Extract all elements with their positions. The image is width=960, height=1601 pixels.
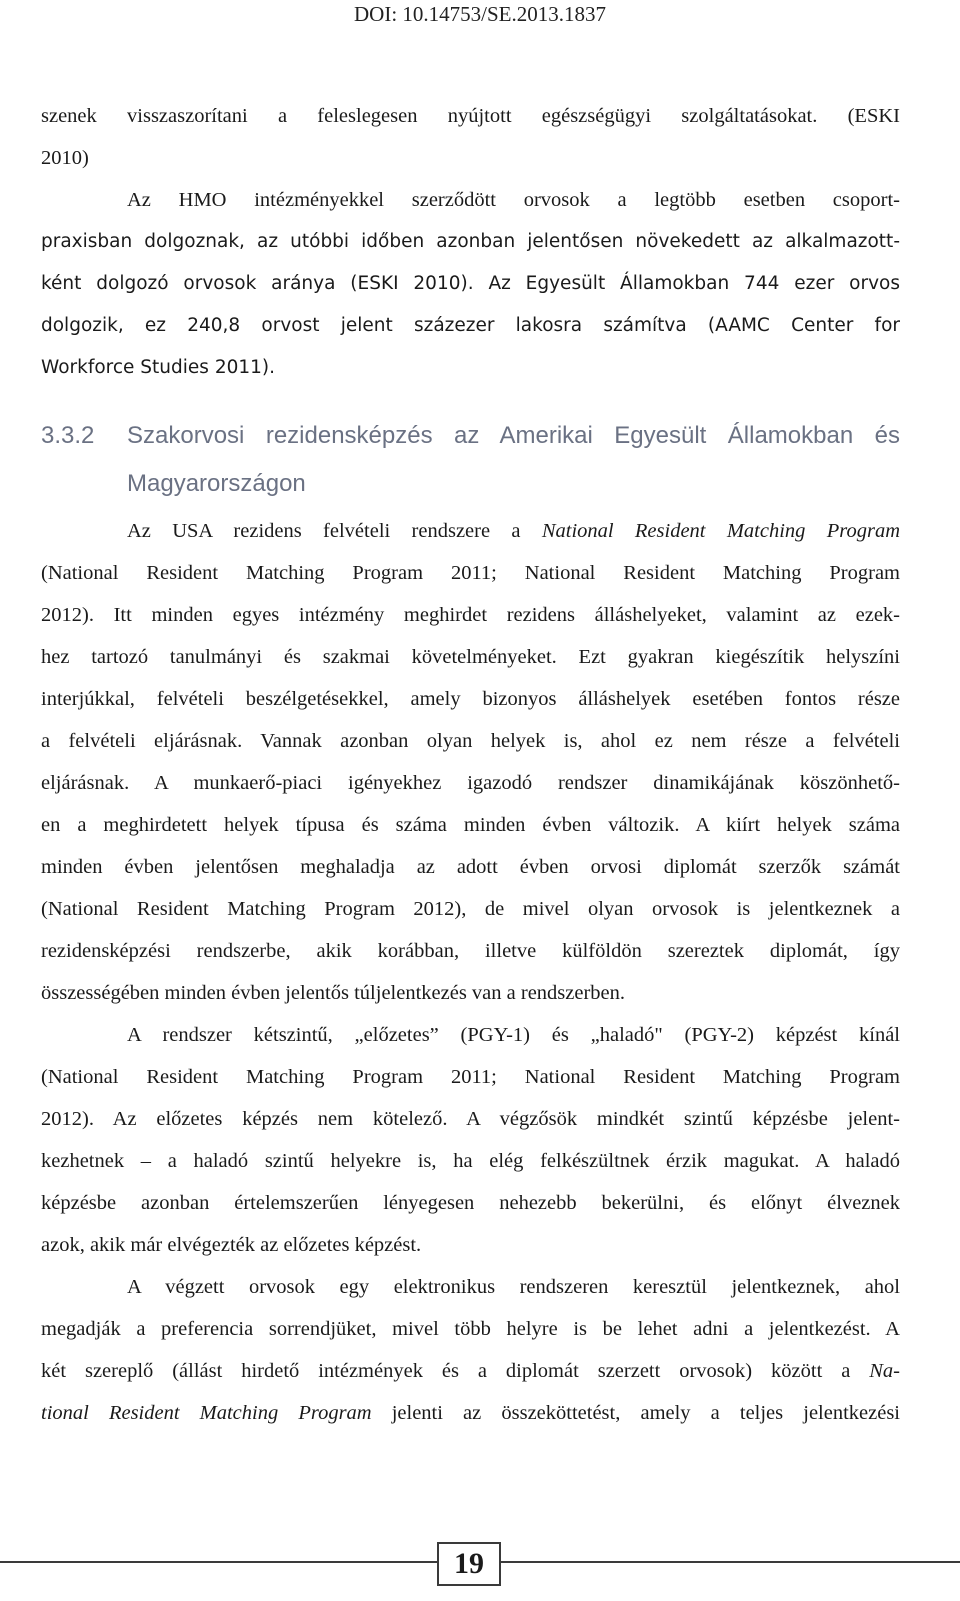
body-line: (National Resident Matching Program 2011; National Resident Matching Program xyxy=(41,1066,900,1088)
body-line: a felvételi eljárásnak. Vannak azonban olyan helyek is, ahol ez nem része a felvételi xyxy=(41,730,900,752)
text-run: két szereplő (állást hirdető intézmények és a diplomát szerzett orvosok) között a xyxy=(41,1360,870,1382)
body-line: összességében minden évben jelentős túljelentkezés van a rendszerben. xyxy=(41,982,626,1004)
doi-header: DOI: 10.14753/SE.2013.1837 xyxy=(354,2,606,26)
body-line: ként dolgozó orvosok aránya (ESKI 2010). Az Egyesült Államokban 744 ezer orvos xyxy=(41,273,900,294)
section-title-line2: Magyarországon xyxy=(127,470,306,497)
body-line xyxy=(41,1400,900,1426)
body-line xyxy=(41,1358,900,1384)
section-number: 3.3.2 xyxy=(41,422,95,449)
body-line: kezhetnek – a haladó szintű helyekre is, ha elég felkészültnek érzik magukat. A haladó xyxy=(41,1150,900,1172)
body-line: eljárásnak. A munkaerő-piaci igényekhez igazodó rendszer dinamikájának köszönhető- xyxy=(41,772,900,794)
body-line: rezidensképzési rendszerbe, akik korábban, illetve külföldön szereztek diplomát, így xyxy=(41,940,900,962)
body-line: 2010) xyxy=(41,147,89,169)
body-line: azok, akik már elvégezték az előzetes képzést. xyxy=(41,1234,422,1256)
body-line: hez tartozó tanulmányi és szakmai követelményeket. Ezt gyakran kiegészítik helyszíni xyxy=(41,646,900,668)
text-run: jelenti az összeköttetést, amely a teljes jelentkezési xyxy=(371,1402,901,1424)
body-line: Az HMO intézményekkel szerződött orvosok a legtöbb esetben csoport- xyxy=(127,189,900,211)
body-line: megadják a preferencia sorrendjüket, mivel több helyre is be lehet adni a jelentkezést. A xyxy=(41,1318,900,1340)
body-line: dolgozik, ez 240,8 orvost jelent százezer lakosra számítva (AAMC Center for xyxy=(41,315,900,336)
body-line: en a meghirdetett helyek típusa és száma minden évben változik. A kiírt helyek száma xyxy=(41,814,900,836)
section-title-line1: Szakorvosi rezidensképzés az Amerikai Egyesült Államokban és xyxy=(127,422,900,449)
body-line: interjúkkal, felvételi beszélgetésekkel, amely bizonyos álláshelyek esetében fontos része xyxy=(41,688,900,710)
body-line: A végzett orvosok egy elektronikus rendszeren keresztül jelentkeznek, ahol xyxy=(127,1276,900,1298)
body-line: minden évben jelentősen meghaladja az adott évben orvosi diplomát szerzők számát xyxy=(41,856,900,878)
body-line: (National Resident Matching Program 2011; National Resident Matching Program xyxy=(41,562,900,584)
body-line: szenek visszaszorítani a feleslegesen nyújtott egészségügyi szolgáltatásokat. (ESKI xyxy=(41,105,900,127)
body-line: A rendszer kétszintű, „előzetes” (PGY-1) és „haladó" (PGY-2) képzést kínál xyxy=(127,1024,900,1046)
italic-text-run: National Resident Matching Program xyxy=(541,520,900,542)
text-run: Az USA rezidens felvételi rendszere a xyxy=(127,520,542,542)
italic-text-run: tional Resident Matching Program xyxy=(41,1402,372,1424)
body-line: 2012). Itt minden egyes intézmény meghirdet rezidens álláshelyeket, valamint az ezek- xyxy=(41,604,900,626)
body-line: 2012). Az előzetes képzés nem kötelező. A végzősök mindkét szintű képzésbe jelent- xyxy=(41,1108,900,1130)
body-line: praxisban dolgoznak, az utóbbi időben azonban jelentősen növekedett az alkalmazott- xyxy=(41,231,900,252)
body-line: (National Resident Matching Program 2012), de mivel olyan orvosok is jelentkeznek a xyxy=(41,898,900,920)
page-number: 19 xyxy=(437,1542,501,1586)
body-line: Workforce Studies 2011). xyxy=(41,357,275,378)
body-line xyxy=(127,518,900,544)
body-line: képzésbe azonban értelemszerűen lényegesen nehezebb bekerülni, és előnyt élveznek xyxy=(41,1192,900,1214)
italic-text-run: Na- xyxy=(869,1360,900,1382)
